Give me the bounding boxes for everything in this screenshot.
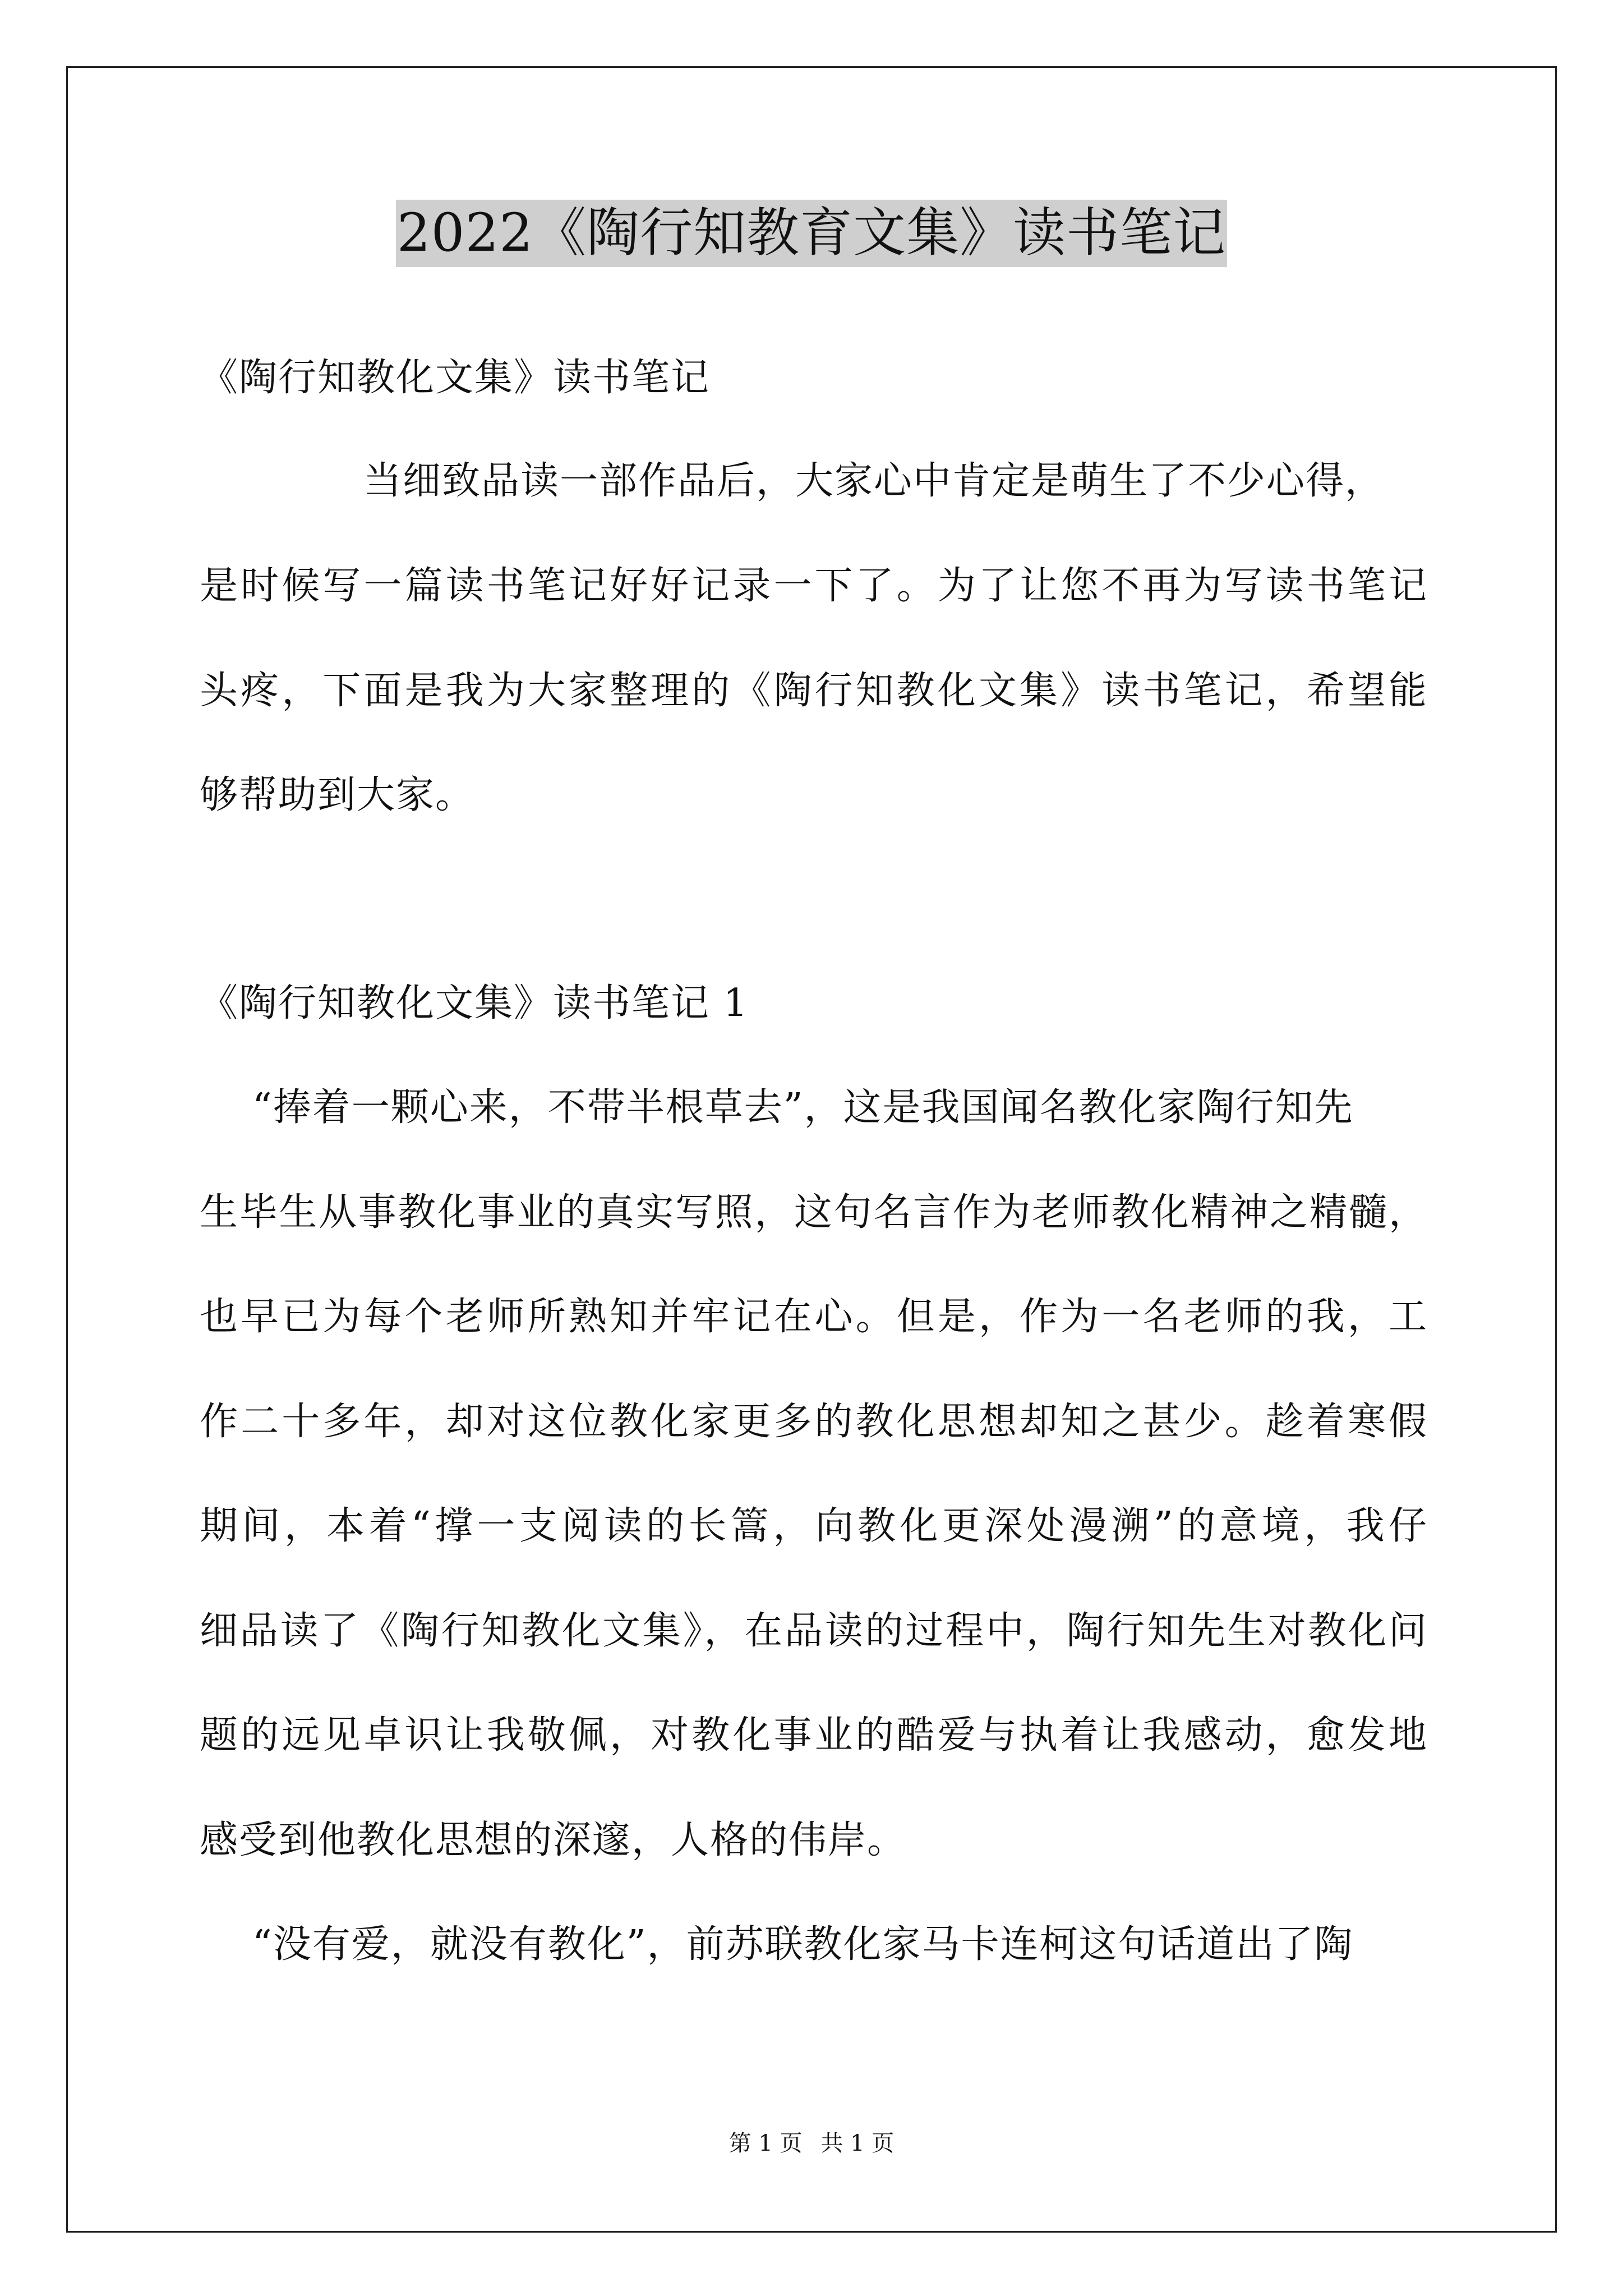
paragraph-line: “没有爱，就没有教化”，前苏联教化家马卡连柯这句话道出了陶 <box>252 1922 1354 1967</box>
title-container <box>0 200 1623 267</box>
subtitle-line: 《陶行知教化文集》读书笔记 <box>200 356 711 400</box>
section-heading: 《陶行知教化文集》读书笔记 1 <box>200 981 749 1025</box>
paragraph-line: 头疼，下面是我为大家整理的《陶行知教化文集》读书笔记，希望能 <box>200 669 1428 713</box>
paragraph-line: 够帮助到大家。 <box>200 773 475 817</box>
paragraph-line: “捧着一颗心来，不带半根草去”，这是我国闻名教化家陶行知先 <box>252 1085 1354 1130</box>
page-number: 第 1 页 <box>728 2131 803 2156</box>
document-title: 2022《陶行知教育文集》读书笔记 <box>396 200 1227 267</box>
paragraph-line: 当细致品读一部作品后，大家心中肯定是萌生了不少心得， <box>363 459 1385 503</box>
page-footer <box>0 2129 1623 2157</box>
paragraph-line: 也早已为每个老师所熟知并牢记在心。但是，作为一名老师的我，工 <box>200 1295 1428 1339</box>
page-total: 共 1 页 <box>820 2131 895 2156</box>
paragraph-line: 感受到他教化思想的深邃，人格的伟岸。 <box>200 1818 907 1862</box>
paragraph-line: 题的远见卓识让我敬佩，对教化事业的酷爱与执着让我感动，愈发地 <box>200 1713 1428 1757</box>
paragraph-line: 作二十多年，却对这位教化家更多的教化思想却知之甚少。趁着寒假 <box>200 1400 1428 1444</box>
paragraph-line: 期间，本着“撑一支阅读的长篙，向教化更深处漫溯”的意境，我仔 <box>200 1504 1428 1548</box>
paragraph-line: 是时候写一篇读书笔记好好记录一下了。为了让您不再为写读书笔记 <box>200 564 1428 608</box>
paragraph-line: 细品读了《陶行知教化文集》，在品读的过程中，陶行知先生对教化问 <box>200 1609 1428 1653</box>
paragraph-line: 生毕生从事教化事业的真实写照，这句名言作为老师教化精神之精髓， <box>200 1190 1428 1235</box>
